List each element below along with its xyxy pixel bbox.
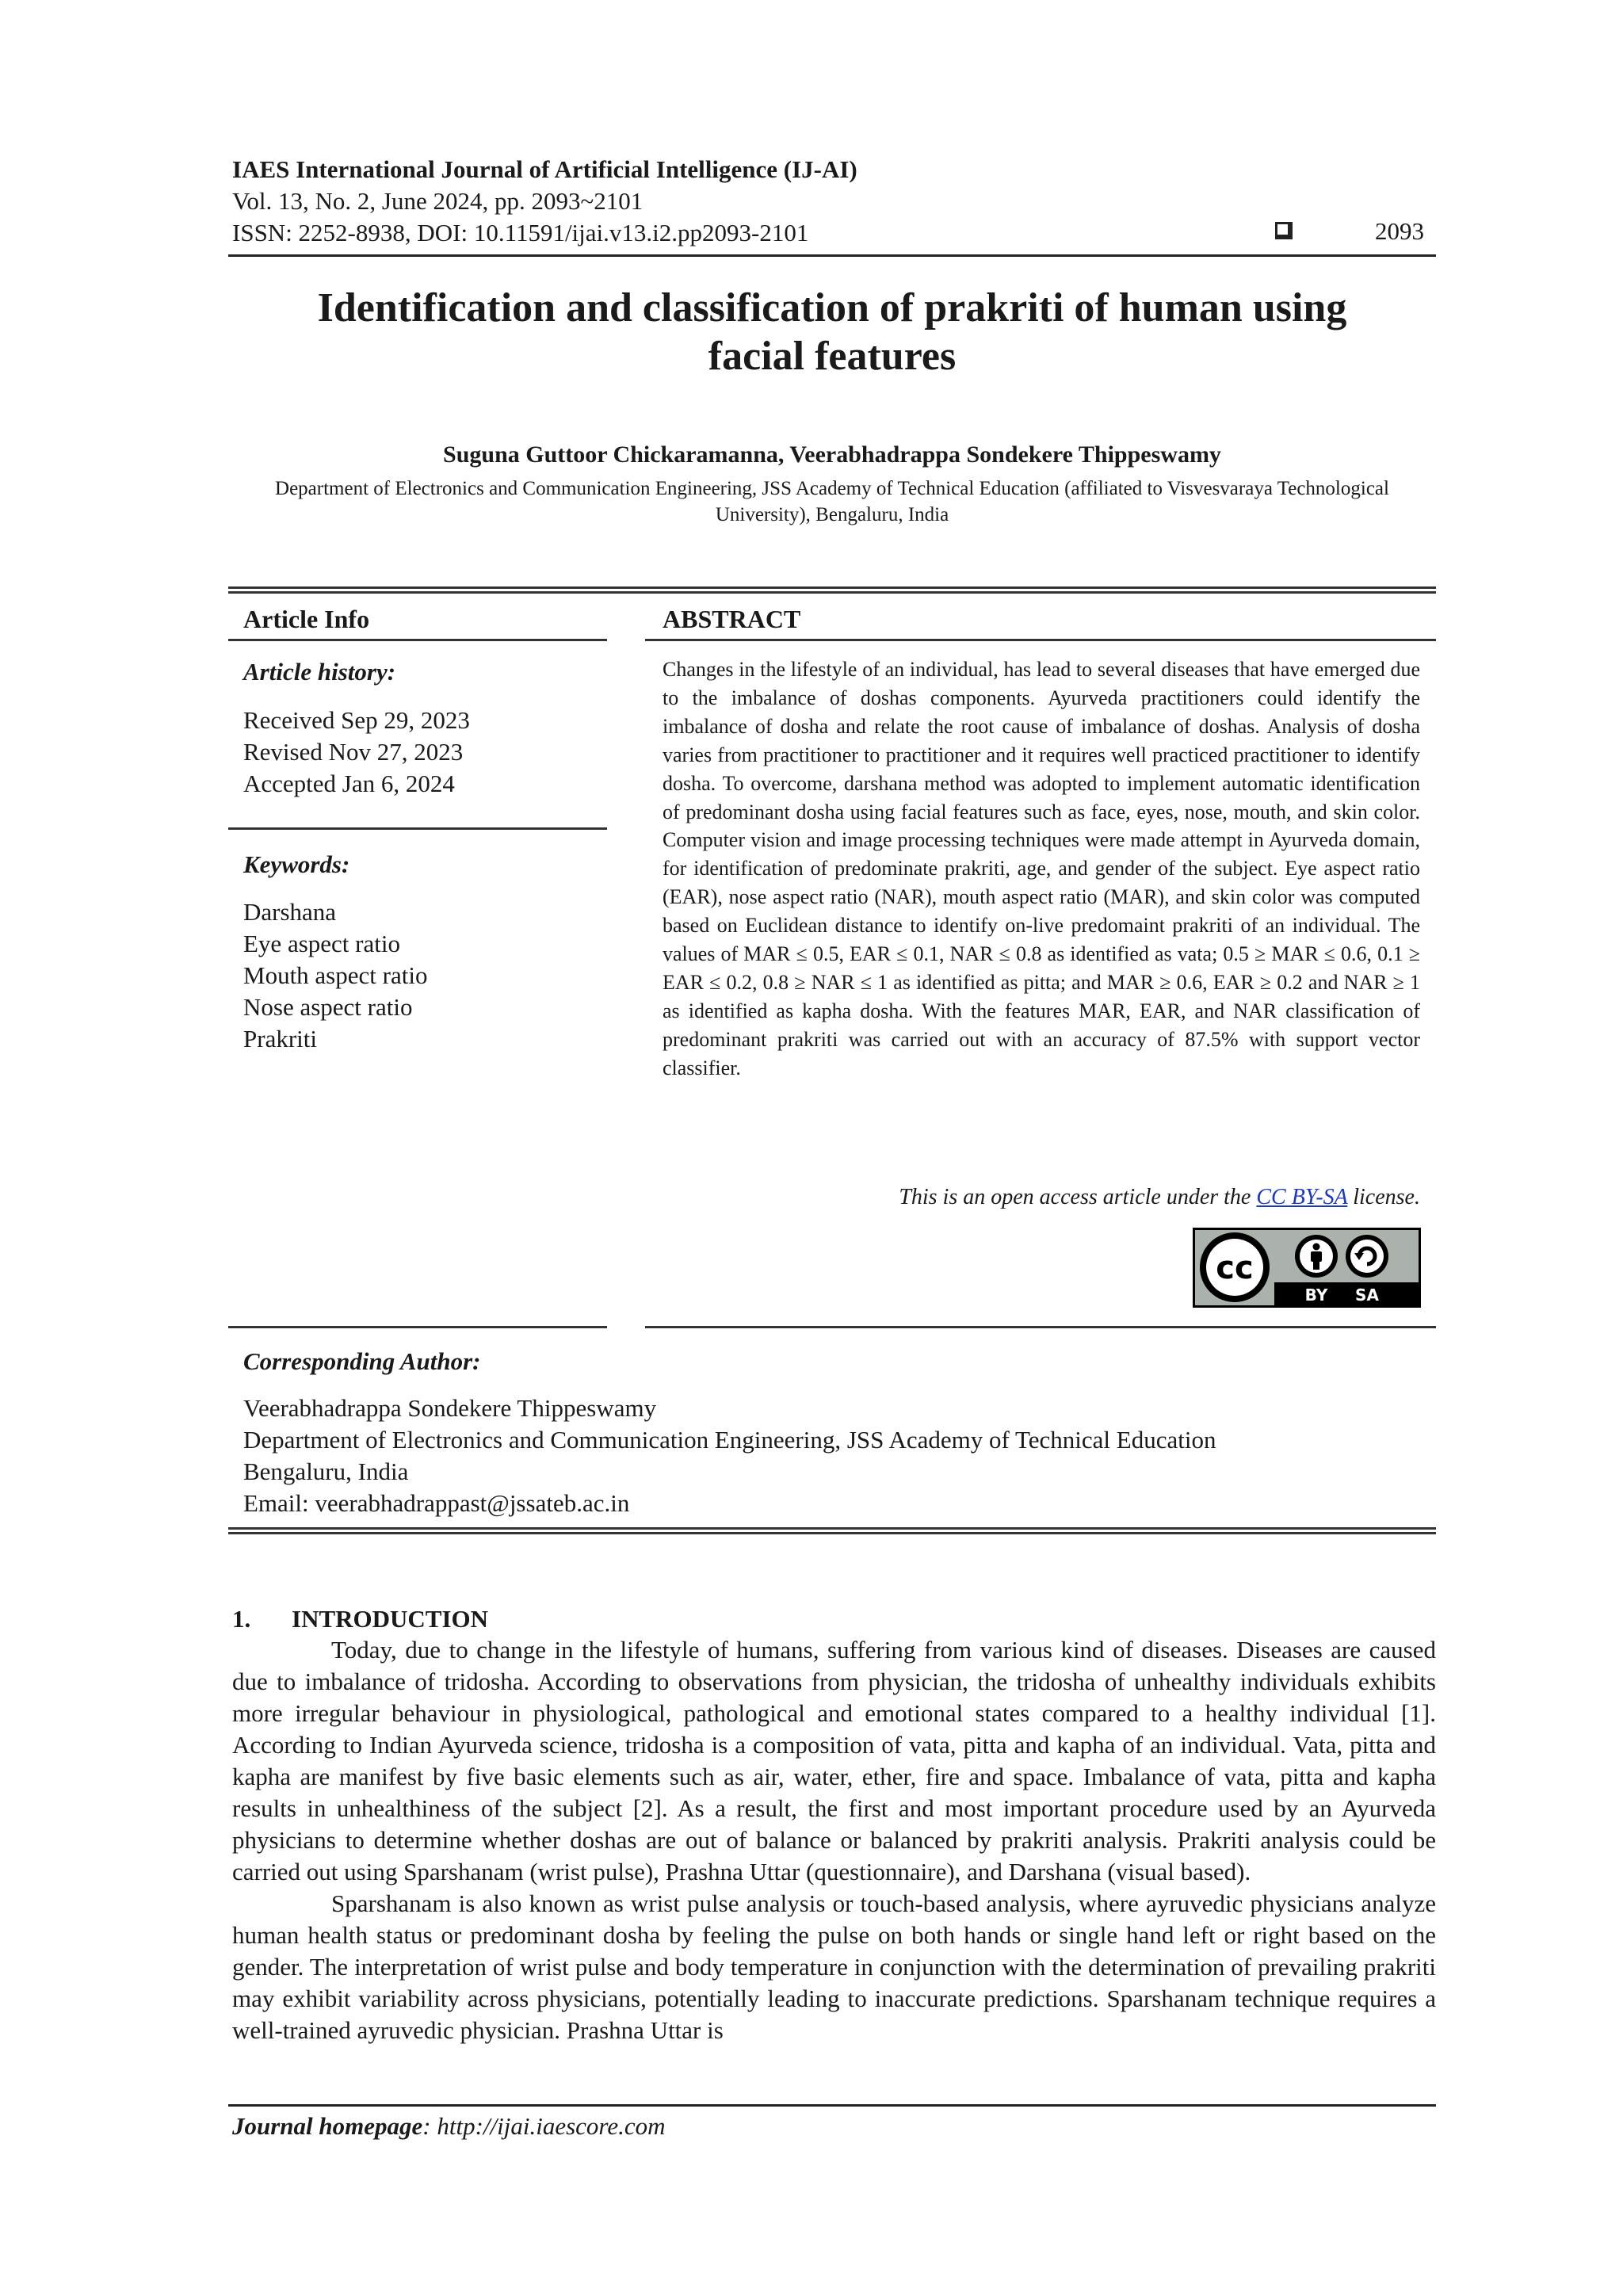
affiliation: Department of Electronics and Communication Engineering, JSS Academy of Technical Education (affiliated to Visvesvaraya Technological University), Bengaluru, India (275, 478, 1389, 525)
paragraph: Today, due to change in the lifestyle of humans, suffering from various kind of diseases. Diseases are caused due to imbalance of tridosha. According to observations from physician, the tridosha of unhealthy individuals exhibits more irregular behaviour in physiological, pathological and emotional states compared to a healthy individual [1]. According to Indian Ayurveda science, tridosha is a composition of vata, pitta and kapha of an individual. Vata, pitta and kapha are manifest by five basic elements such as air, water, ether, fire and space. Imbalance of vata, pitta and kapha results in unhealthiness of the subject [2]. As a result, the first and most important procedure used by an Ayurveda physicians to determine whether doshas are out of balance or balanced by prakriti analysis. Prakriti analysis could be carried out using Sparshanam (wrist pulse), Prashna Uttar (questionnaire), and Darshana (visual based). (232, 1636, 1436, 1885)
info-top-rule-2 (228, 591, 1436, 594)
info-bottom-rule (228, 1326, 607, 1328)
open-access-note (658, 1185, 1420, 1210)
journal-name: IAES International Journal of Artificial Intelligence (IJ-AI) (232, 155, 857, 183)
corresponding-details (243, 1392, 1216, 1519)
keyword-item: Mouth aspect ratio (243, 961, 428, 989)
abstract-text: Changes in the lifestyle of an individual, has lead to several diseases that have emerged due to the imbalance of doshas components. Ayurveda practitioners could identify the imbalance of dosha and relate the root cause of imbalance of doshas. Analysis of dosha varies from practitioner to practitioner and it requires well practiced practitioner to identify dosha. To overcome, darshana method was adopted to implement automatic identification of predominant dosha using facial features such as face, eyes, nose, mouth, and skin color. Computer vision and image processing techniques were made attempt in Ayurveda domain, for identification of predominate prakriti, age, and gender of the subject. Eye aspect ratio (EAR), nose aspect ratio (NAR), mouth aspect ratio (MAR), and skin color was computed based on Euclidean distance to identify on-live predomaint prakriti of an individual. The values of MAR ≤ 0.5, EAR ≤ 0.1, NAR ≤ 0.8 as identified as vata; 0.5 ≥ MAR ≤ 0.6, 0.1 ≥ EAR ≤ 0.2, 0.8 ≥ NAR ≤ 1 as identified as pitta; and MAR ≥ 0.6, EAR ≥ 0.2 and NAR ≥ 1 as identified as kapha dosha. With the features MAR, EAR, and NAR classification of predominant prakriti was carried out with an accuracy of 87.5% with support vector classifier. (663, 658, 1420, 1079)
keyword-item: Nose aspect ratio (243, 993, 413, 1021)
article-history (243, 705, 470, 800)
journal-volume: Vol. 13, No. 2, June 2024, pp. 2093~2101 (232, 187, 643, 215)
abstract-heading: ABSTRACT (663, 605, 801, 633)
keyword-item: Prakriti (243, 1025, 317, 1052)
introduction-heading (232, 1605, 488, 1633)
corresponding-name: Veerabhadrappa Sondekere Thippeswamy (243, 1394, 657, 1422)
introduction-body (232, 1634, 1436, 2046)
article-history-label: Article history: (243, 658, 396, 686)
title-line-1: Identification and classification of prakriti of human using (317, 285, 1347, 330)
corresponding-rule-2 (228, 1532, 1436, 1534)
page-box-icon (1275, 222, 1293, 239)
header-rule (228, 254, 1436, 257)
title-line-2: facial features (708, 334, 957, 379)
sa-share-alike-icon (1346, 1235, 1388, 1278)
keywords-label: Keywords: (243, 850, 350, 878)
license-suffix: license. (1347, 1185, 1420, 1209)
history-rule (228, 827, 607, 830)
paper-title (222, 284, 1442, 380)
history-accepted: Accepted Jan 6, 2024 (243, 770, 455, 797)
homepage-label: Journal homepage (232, 2112, 423, 2140)
cc-by-sa-badge[interactable] (1193, 1228, 1421, 1308)
corresponding-email: Email: veerabhadrappast@jssateb.ac.in (243, 1489, 630, 1517)
keyword-list (243, 896, 427, 1055)
abstract-bottom-rule (645, 1326, 1436, 1328)
journal-homepage (232, 2112, 665, 2141)
corresponding-label: Corresponding Author: (243, 1347, 481, 1375)
journal-issn-doi: ISSN: 2252-8938, DOI: 10.11591/ijai.v13.i2.pp2093-2101 (232, 219, 809, 246)
keyword-item: Eye aspect ratio (243, 930, 400, 957)
abstract-rule (645, 639, 1436, 641)
homepage-url[interactable]: : http://ijai.iaescore.com (422, 2112, 666, 2140)
history-received: Received Sep 29, 2023 (243, 706, 470, 734)
corresponding-rule (228, 1527, 1436, 1530)
cc-by-sa-graphic (1195, 1230, 1419, 1305)
license-prefix: This is an open access article under the (899, 1185, 1257, 1209)
sa-label: SA (1355, 1286, 1379, 1305)
section-title: INTRODUCTION (292, 1605, 489, 1633)
section-number: 1. (232, 1605, 251, 1633)
article-info-heading: Article Info (243, 605, 370, 633)
article-info-rule (228, 639, 607, 641)
by-attribution-icon (1295, 1235, 1338, 1278)
info-top-rule (228, 586, 1436, 589)
cc-logo-text: cc (1216, 1250, 1254, 1286)
footer-rule (228, 2104, 1436, 2107)
corresponding-dept: Department of Electronics and Communication Engineering, JSS Academy of Technical Education (243, 1426, 1216, 1454)
license-link[interactable]: CC BY-SA (1256, 1185, 1348, 1209)
history-revised: Revised Nov 27, 2023 (243, 738, 464, 766)
paragraph: Sparshanam is also known as wrist pulse analysis or touch-based analysis, where ayruvedic physicians analyze human health status or predominant dosha by feeling the pulse on both hands or single hand left or right based on the gender. The interpretation of wrist pulse and body temperature in conjunction with the determination of prevailing prakriti may exhibit variability across physicians, potentially leading to inaccurate predictions. Sparshanam technique requires a well-trained ayruvedic physician. Prashna Uttar is (232, 1889, 1436, 2044)
keyword-item: Darshana (243, 898, 337, 926)
author-list: Suguna Guttoor Chickaramanna, Veerabhadrappa Sondekere Thippeswamy (443, 441, 1221, 468)
corresponding-city: Bengaluru, India (243, 1457, 409, 1485)
page-number: 2093 (1375, 217, 1424, 245)
by-label: BY (1304, 1286, 1328, 1305)
